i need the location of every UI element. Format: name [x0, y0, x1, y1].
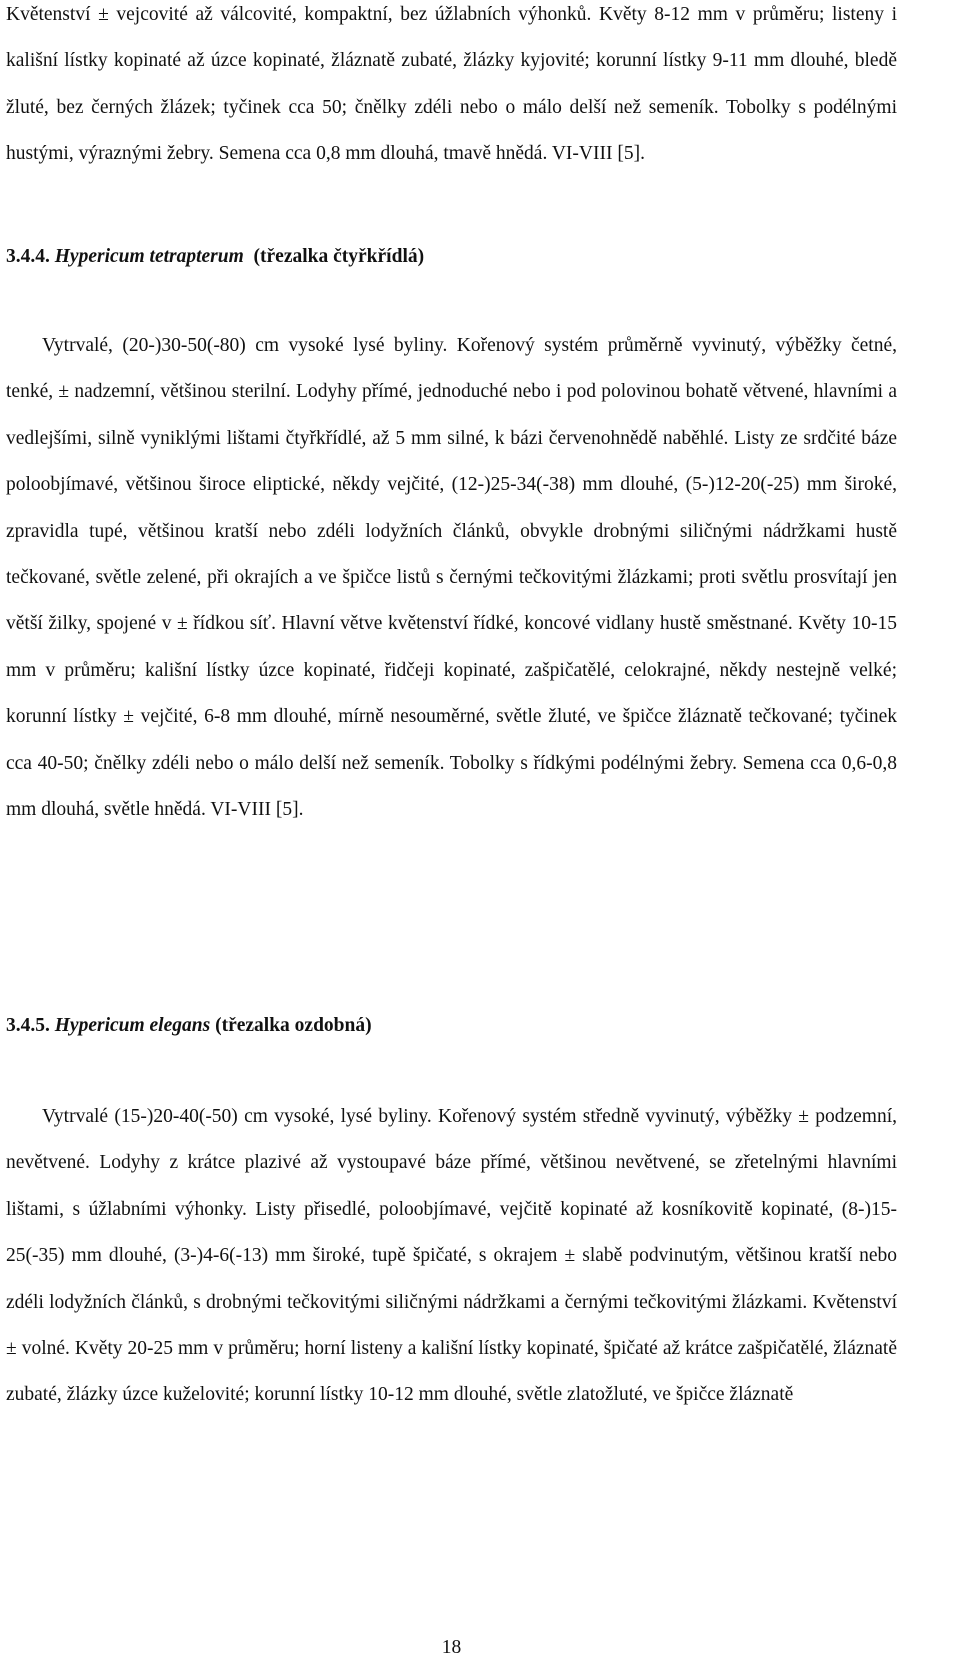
section-heading-elegans	[6, 1011, 372, 1041]
section-number: 3.4.4.	[6, 246, 50, 267]
latin-name: Hypericum tetrapterum	[54, 246, 244, 267]
intro-paragraph: Květenství ± vejcovité až válcovité, kompaktní, bez úžlabních výhonků. Květy 8-12 mm v průměru; listeny i kališní lístky kopinaté až úzce kopinaté, žláznatě zubaté, žlázky kyjovité; korunní lístky 9-11 mm dlouhé, bledě žluté, bez černých žlázek; tyčinek cca 50; čnělky zdéli nebo o málo delší než semeník. Tobolky s podélnými hustými, výraznými žebry. Semena cca 0,8 mm dlouhá, tmavě hnědá. VI-VIII [5].	[6, 4, 897, 165]
section-body-tetrapterum: Vytrvalé, (20-)30-50(-80) cm vysoké lysé byliny. Kořenový systém průměrně vyvinutý, výběžky četné, tenké, ± nadzemní, většinou sterilní. Lodyhy přímé, jednoduché nebo i pod polovinou bohatě větvené, hlavními a vedlejšími, silně vyniklými lištami čtyřkřídlé, až 5 mm silné, k bázi červenohnědě naběhlé. Listy ze srdčité báze poloobjímavé, většinou široce eliptické, někdy vejčité, (12-)25-34(-38) mm dlouhé, (5-)12-20(-25) mm široké, zpravidla tupé, většinou kratší nebo zdéli lodyžních článků, obvykle drobnými siličnými nádržkami hustě tečkované, světle zelené, při okrajích a ve špičce listů s černými tečkovitými žlázkami; proti světlu prosvítají jen větší žilky, spojené v ± řídkou síť. Hlavní větve květenství řídké, koncové vidlany hustě směstnané. Květy 10-15 mm v průměru; kališní lístky úzce kopinaté, řidčeji kopinaté, zašpičatělé, celokrajné, někdy nestejně velké; korunní lístky ± vejčité, 6-8 mm dlouhé, mírně nesouměrné, světle žluté, ve špičce žláznatě tečkované; tyčinek cca 40-50; čnělky zdéli nebo o málo delší než semeník. Tobolky s řídkými podélnými žebry. Semena cca 0,6-0,8 mm dlouhá, světle hnědá. VI-VIII [5].	[6, 335, 897, 821]
latin-name: Hypericum elegans	[54, 1015, 211, 1036]
common-name: (třezalka ozdobná)	[215, 1015, 372, 1036]
page-number: 18	[441, 1637, 462, 1658]
section-body-elegans: Vytrvalé (15-)20-40(-50) cm vysoké, lysé byliny. Kořenový systém středně vyvinutý, výběžky ± podzemní, nevětvené. Lodyhy z krátce plazivé až vystoupavé báze přímé, většinou nevětvené, se zřetelnými hlavními lištami, s úžlabními výhonky. Listy přisedlé, poloobjímavé, vejčitě kopinaté až kosníkovitě kopinaté, (8-)15-25(-35) mm dlouhé, (3-)4-6(-13) mm široké, tupě špičaté, s okrajem ± slabě podvinutým, většinou kratší nebo zdéli lodyžních článků, s drobnými tečkovitými siličnými nádržkami a černými tečkovitými žlázkami. Květenství ± volné. Květy 20-25 mm v průměru; horní listeny a kališní lístky kopinaté, špičaté až krátce zašpičatělé, žláznatě zubaté, žlázky úzce kuželovité; korunní lístky 10-12 mm dlouhé, světle zlatožluté, ve špičce žláznatě	[6, 1106, 897, 1406]
section-number: 3.4.5.	[6, 1015, 50, 1036]
common-name: (třezalka čtyřkřídlá)	[253, 246, 425, 267]
section-heading-tetrapterum	[6, 242, 424, 272]
